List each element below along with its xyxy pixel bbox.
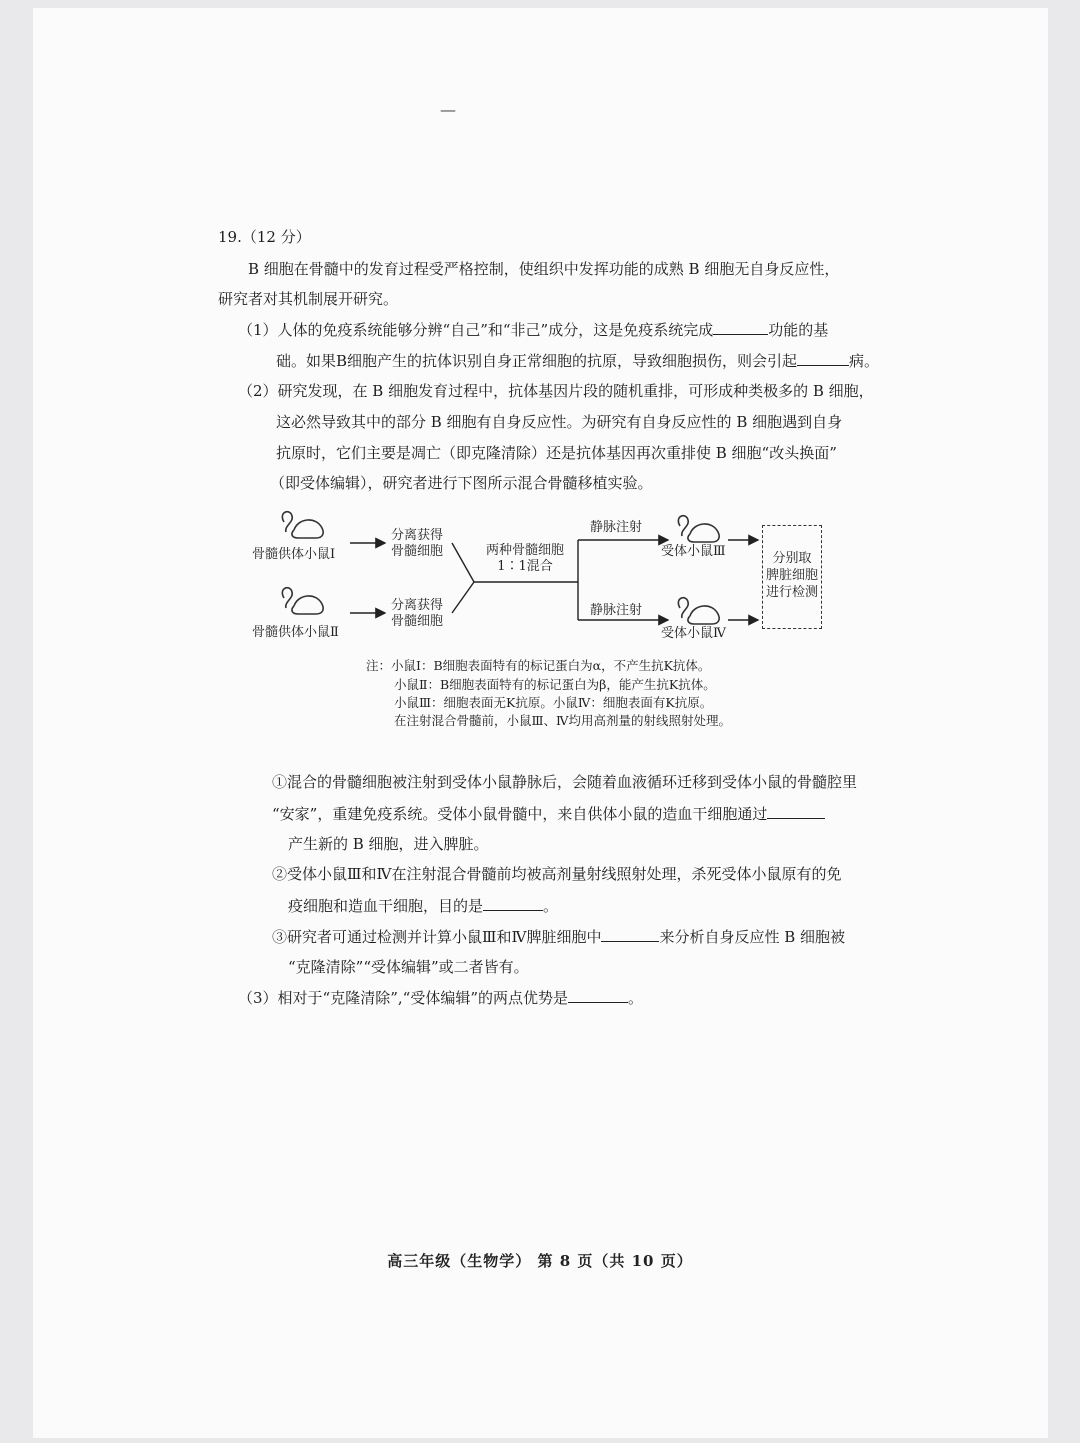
- question-header: 19.（12 分）: [218, 228, 311, 246]
- part1-line2-text-b: 病。: [849, 352, 880, 370]
- sub2-line-2: 疫细胞和造血干细胞，目的是 。: [288, 897, 559, 915]
- intro-line-1: B 细胞在骨髓中的发育过程受严格控制，使组织中发挥功能的成熟 B 细胞无自身反应性，: [248, 260, 840, 278]
- top-mark: —: [440, 100, 456, 119]
- label-isolate-2: 分离获得 骨髓细胞: [390, 598, 443, 629]
- sub3-line-1: ③研究者可通过检测并计算小鼠Ⅲ和Ⅳ脾脏细胞中 来分析自身反应性 B 细胞被: [272, 928, 846, 946]
- label-recipient-3: 受体小鼠Ⅲ: [661, 544, 726, 559]
- label-inject-2: 静脉注射: [590, 603, 643, 618]
- label-donor-2: 骨髓供体小鼠Ⅱ: [252, 625, 339, 640]
- note-line-2: 小鼠Ⅱ：B细胞表面特有的标记蛋白为β，能产生抗K抗体。: [394, 677, 716, 692]
- part2-line-1: （2）研究发现，在 B 细胞发育过程中，抗体基因片段的随机重排，可形成种类极多的 B 细胞，: [238, 382, 874, 400]
- part2-line-2: 这必然导致其中的部分 B 细胞有自身反应性。为研究有自身反应性的 B 细胞遇到自身: [276, 413, 843, 431]
- sub1-line-3: 产生新的 B 细胞，进入脾脏。: [288, 835, 489, 853]
- sub1-line-1: ①混合的骨髓细胞被注射到受体小鼠静脉后，会随着血液循环迁移到受体小鼠的骨髓腔里: [272, 773, 858, 791]
- sub3-line-2: “克隆清除”“受体编辑”或二者皆有。: [288, 958, 529, 976]
- note-line-4: 在注射混合骨髓前，小鼠Ⅲ、Ⅳ均用高剂量的射线照射处理。: [394, 713, 732, 728]
- part1-line1-text-a: （1）人体的免疫系统能够分辨“自己”和“非己”成分，这是免疫系统完成: [238, 321, 714, 339]
- label-inject-1: 静脉注射: [590, 520, 643, 535]
- note-line-1: 注：小鼠Ⅰ：B细胞表面特有的标记蛋白为α，不产生抗K抗体。: [366, 658, 711, 673]
- part1-line1-text-b: 功能的基: [768, 321, 829, 339]
- part2-line-3: 抗原时，它们主要是凋亡（即克隆清除）还是抗体基因再次重排使 B 细胞“改头换面”: [276, 444, 837, 462]
- answer-blank-5[interactable]: [601, 929, 659, 942]
- merge-line-lower: [452, 582, 474, 613]
- mouse-icon-recipient-3: [678, 516, 719, 542]
- detection-box: 分别取 脾脏细胞 进行检测: [762, 525, 822, 629]
- answer-blank-3[interactable]: [767, 806, 825, 819]
- intro-line-2: 研究者对其机制展开研究。: [218, 290, 399, 308]
- part2-line-4: （即受体编辑），研究者进行下图所示混合骨髓移植实验。: [270, 474, 653, 492]
- label-isolate-1: 分离获得 骨髓细胞: [390, 528, 443, 559]
- answer-blank-6[interactable]: [568, 990, 628, 1003]
- mouse-icon-recipient-4: [678, 598, 719, 624]
- part3-line: （3）相对于“克隆清除”,“受体编辑”的两点优势是 。: [238, 989, 644, 1007]
- page-footer: 高三年级（生物学） 第 8 页（共 10 页）: [387, 1252, 693, 1270]
- sub2-line-1: ②受体小鼠Ⅲ和Ⅳ在注射混合骨髓前均被高剂量射线照射处理，杀死受体小鼠原有的免: [272, 865, 842, 883]
- sub1-line-2: “安家”，重建免疫系统。受体小鼠骨髓中，来自供体小鼠的造血干细胞通过: [272, 806, 825, 822]
- label-mix: 两种骨髓细胞 1∶1混合: [485, 543, 564, 574]
- mouse-icon-donor-2: [282, 588, 323, 614]
- mouse-icon-donor-1: [282, 512, 323, 538]
- note-line-3: 小鼠Ⅲ：细胞表面无K抗原。小鼠Ⅳ：细胞表面有K抗原。: [394, 695, 713, 710]
- label-donor-1: 骨髓供体小鼠Ⅰ: [252, 547, 336, 562]
- answer-blank-4[interactable]: [483, 898, 543, 911]
- merge-line-upper: [452, 543, 474, 582]
- part1-line2-text-a: 础。如果B细胞产生的抗体识别自身正常细胞的抗原，导致细胞损伤，则会引起: [276, 352, 798, 370]
- label-recipient-4: 受体小鼠Ⅳ: [661, 626, 726, 641]
